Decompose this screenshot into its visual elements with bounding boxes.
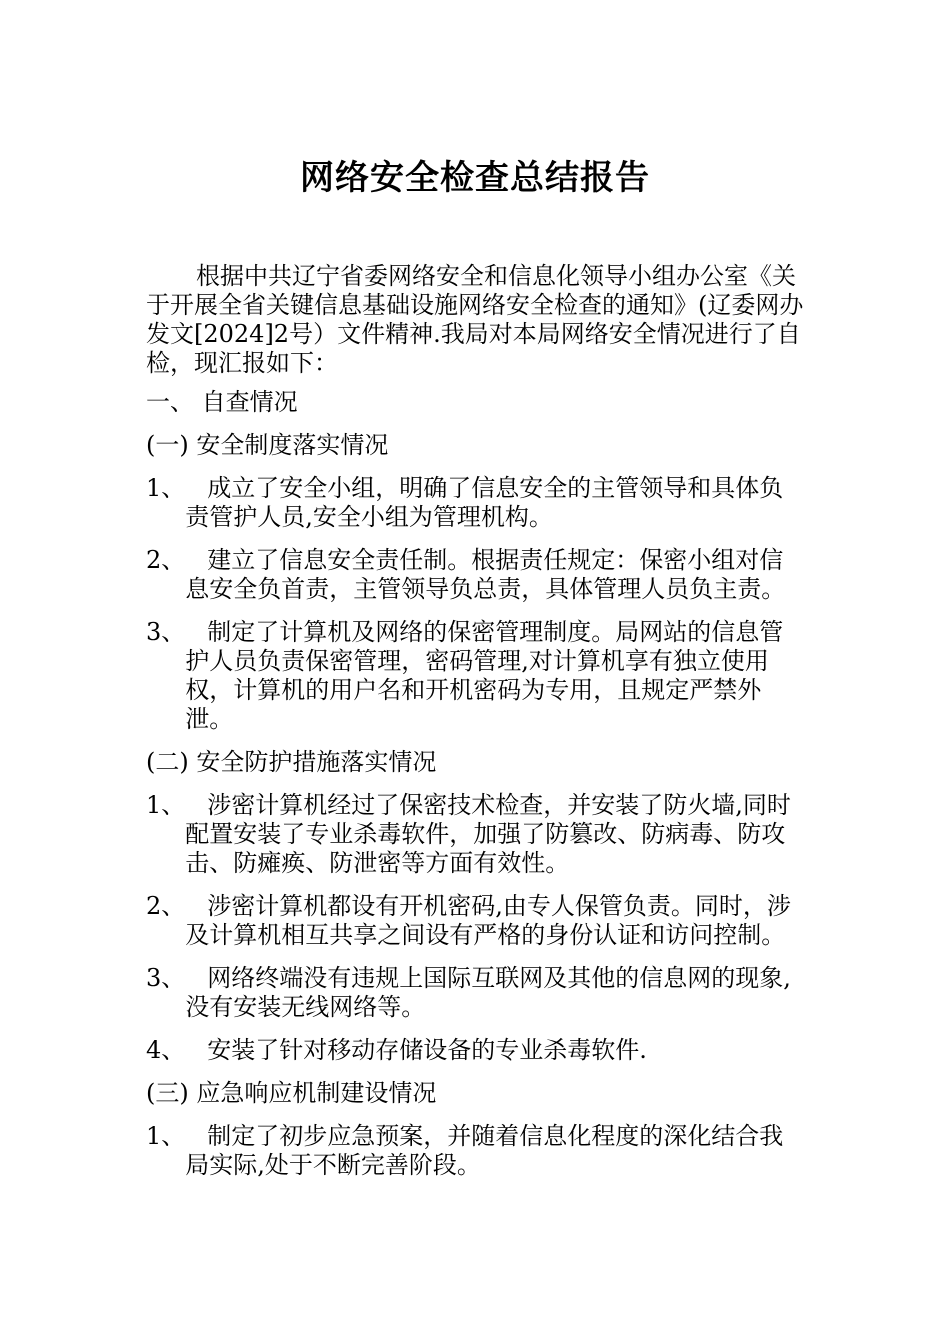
list-item <box>146 474 806 532</box>
list-item <box>146 1122 806 1180</box>
document-title: 网络安全检查总结报告 <box>300 158 650 198</box>
list-item <box>146 546 806 604</box>
list-item-text: 安装了针对移动存储设备的专业杀毒软件. <box>207 1036 647 1064</box>
list-item-text: 成立了安全小组，明确了信息安全的主管领导和具体负责管护人员,安全小组为管理机构。 <box>185 474 784 531</box>
list-item-number: 4、 <box>146 1036 186 1064</box>
list-item-number: 1、 <box>146 474 186 502</box>
list-item-text: 涉密计算机都设有开机密码,由专人保管负责。同时，涉及计算机相互共享之间设有严格的身份认证和访问控制。 <box>185 892 791 949</box>
list-item <box>146 618 806 734</box>
intro-paragraph: 根据中共辽宁省委网络安全和信息化领导小组办公室《关于开展全省关键信息基础设施网络安全检查的通知》(辽委网办发文[2024]2号）文件精神.我局对本局网络安全情况进行了自检，现汇报如下： <box>146 262 804 377</box>
subsection-heading: (一) 安全制度落实情况 <box>146 431 389 459</box>
list-item <box>146 791 806 878</box>
list-item-number: 2、 <box>146 892 186 920</box>
list-item-number: 1、 <box>146 791 186 819</box>
list-item <box>146 1036 806 1065</box>
list-item <box>146 892 806 950</box>
list-item-text: 涉密计算机经过了保密技术检查，并安装了防火墙,同时配置安装了专业杀毒软件，加强了防篡改、防病毒、防攻击、防瘫痪、防泄密等方面有效性。 <box>185 791 791 877</box>
section-heading: 一、 自查情况 <box>146 388 298 416</box>
list-item-text: 建立了信息安全责任制。根据责任规定：保密小组对信息安全负首责，主管领导负总责，具体管理人员负主责。 <box>185 546 786 603</box>
subsection-heading: (三) 应急响应机制建设情况 <box>146 1079 437 1107</box>
list-item-number: 1、 <box>146 1122 186 1150</box>
list-item-number: 3、 <box>146 618 186 646</box>
document-body <box>146 262 806 1194</box>
list-item-number: 2、 <box>146 546 186 574</box>
subsection-heading: (二) 安全防护措施落实情况 <box>146 748 437 776</box>
list-item-number: 3、 <box>146 964 186 992</box>
list-item-text: 制定了初步应急预案，并随着信息化程度的深化结合我局实际,处于不断完善阶段。 <box>185 1122 784 1179</box>
list-item-text: 网络终端没有违规上国际互联网及其他的信息网的现象,没有安装无线网络等。 <box>185 964 791 1021</box>
list-item-text: 制定了计算机及网络的保密管理制度。局网站的信息管护人员负责保密管理，密码管理,对计算机享有独立使用权，计算机的用户名和开机密码为专用，且规定严禁外泄。 <box>185 618 784 733</box>
list-item <box>146 964 806 1022</box>
